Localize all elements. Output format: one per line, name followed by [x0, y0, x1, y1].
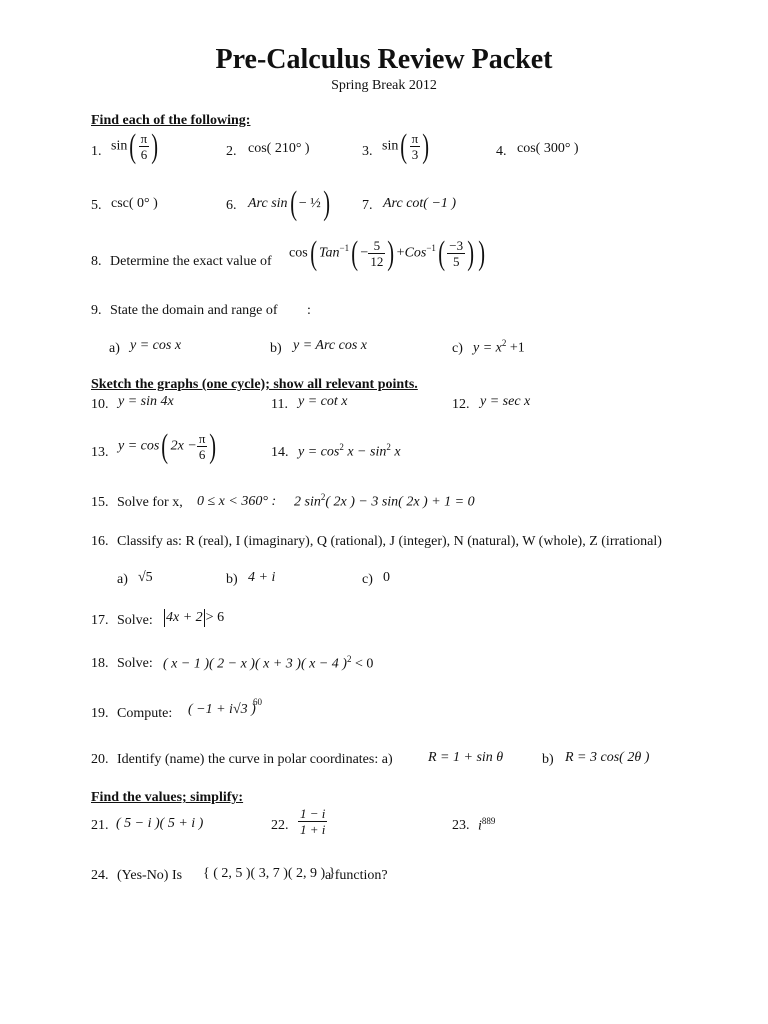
- problem-19-expr: ( −1 + i√3 ): [188, 702, 256, 717]
- problem-number: 12.: [452, 397, 470, 412]
- problem-number: 18.: [91, 656, 109, 671]
- problem-number: 7.: [362, 198, 373, 213]
- problem-16a-expr: √5: [138, 570, 153, 585]
- problem-8-expr: cos( Tan$^{-1}$( − $\frac{5}{12}$ ) +Cos$^{-1}$( $\frac{-3}{5}$ ) ): [289, 234, 486, 272]
- problem-9b-expr: y = Arc cos x: [293, 338, 367, 353]
- problem-number: 13.: [91, 445, 109, 460]
- problem-12-expr: y = sec x: [480, 394, 531, 409]
- problem-24-suffix: a function?: [325, 868, 388, 883]
- problem-number: 6.: [226, 198, 237, 213]
- problem-number: 8.: [91, 254, 102, 269]
- problem-16c-label: c): [362, 572, 373, 587]
- problem-number: 5.: [91, 198, 102, 213]
- problem-7-expr: Arc cot( −1 ): [383, 196, 457, 211]
- problem-number: 10.: [91, 397, 109, 412]
- problem-22-expr: $\frac{1 - i}{1 + i}$: [300, 806, 326, 837]
- problem-number: 22.: [271, 818, 289, 833]
- problem-4-expr: cos( 300° ): [517, 141, 579, 156]
- problem-19-label: Compute:: [117, 706, 173, 721]
- problem-24-label: (Yes-No) Is: [117, 868, 183, 883]
- problem-19-exponent: 60: [253, 697, 262, 707]
- problem-24-expr: { ( 2, 5 )( 3, 7 )( 2, 9 ) }: [203, 866, 336, 881]
- problem-18-expr: ( x − 1 )( 2 − x )( x + 3 )( x − 4 )$^2$ < 0: [163, 654, 374, 672]
- problem-15-expr: 2 $\sin^2$( 2x ) − 3 sin( 2x ) + 1 = 0: [294, 492, 475, 510]
- problem-10-expr: y = sin 4x: [118, 394, 174, 409]
- problem-number: 9.: [91, 303, 102, 318]
- problem-number: 19.: [91, 706, 109, 721]
- problem-20a-expr: R = 1 + sin θ: [428, 750, 504, 765]
- problem-17-expr: 4x + 2 > 6: [166, 610, 225, 626]
- problem-9-label: State the domain and range of: [110, 303, 278, 318]
- problem-9a-expr: y = cos x: [130, 338, 182, 353]
- problem-20b-expr: R = 3 cos( 2θ ): [565, 750, 650, 765]
- problem-17-label: Solve:: [117, 613, 153, 628]
- section-heading-values: Find the values; simplify:: [91, 790, 244, 805]
- problem-9c-expr: $y = x^2 +1$: [473, 338, 525, 356]
- problem-9c-label: c): [452, 341, 463, 356]
- problem-8-label: Determine the exact value of: [110, 254, 272, 269]
- problem-9b-label: b): [270, 341, 282, 356]
- problem-number: 14.: [271, 445, 289, 460]
- problem-number: 11.: [271, 397, 288, 412]
- problem-5-expr: csc( 0° ): [111, 196, 158, 211]
- problem-9a-label: a): [109, 341, 120, 356]
- problem-6-expr: Arc sin( − ½): [248, 185, 330, 222]
- problem-1-expr: sin( $\frac{\pi}{6}$ ): [111, 127, 159, 165]
- problem-number: 15.: [91, 495, 109, 510]
- page-subtitle: Spring Break 2012: [331, 78, 437, 93]
- problem-number: 23.: [452, 818, 470, 833]
- problem-number: 3.: [362, 144, 373, 159]
- problem-number: 24.: [91, 868, 109, 883]
- problem-16b-expr: 4 + i: [248, 570, 276, 585]
- problem-16b-label: b): [226, 572, 238, 587]
- problem-20b-label: b): [542, 752, 554, 767]
- problem-21-expr: ( 5 − i )( 5 + i ): [116, 816, 204, 831]
- problem-13-expr: y = cos( 2x − $\frac{\pi}{6}$ ): [118, 427, 217, 465]
- problem-16a-label: a): [117, 572, 128, 587]
- problem-9-colon: :: [307, 303, 311, 318]
- problem-number: 2.: [226, 144, 237, 159]
- problem-3-expr: sin( $\frac{\pi}{3}$ ): [382, 127, 430, 165]
- problem-16c-expr: 0: [383, 570, 390, 585]
- problem-number: 21.: [91, 818, 109, 833]
- problem-number: 20.: [91, 752, 109, 767]
- problem-16-label: Classify as: R (real), I (imaginary), Q (rational), J (integer), N (natural), W (whole), Z (irrational): [117, 534, 662, 549]
- problem-23-expr: $i^{889}$: [478, 816, 496, 834]
- problem-number: 17.: [91, 613, 109, 628]
- problem-11-expr: y = cot x: [298, 394, 348, 409]
- problem-2-expr: cos( 210° ): [248, 141, 310, 156]
- problem-15-label: Solve for x,: [117, 495, 183, 510]
- problem-number: 1.: [91, 144, 102, 159]
- page-title: Pre-Calculus Review Packet: [215, 44, 553, 75]
- problem-15-range: 0 ≤ x < 360° :: [197, 494, 277, 509]
- problem-18-label: Solve:: [117, 656, 153, 671]
- section-heading-sketch: Sketch the graphs (one cycle); show all relevant points.: [91, 377, 418, 392]
- problem-14-expr: $y = \cos^2 x - \sin^2 x$: [298, 442, 401, 460]
- problem-20-label: Identify (name) the curve in polar coordinates: a): [117, 752, 393, 767]
- problem-number: 16.: [91, 534, 109, 549]
- section-heading-find: Find each of the following:: [91, 113, 251, 128]
- problem-number: 4.: [496, 144, 507, 159]
